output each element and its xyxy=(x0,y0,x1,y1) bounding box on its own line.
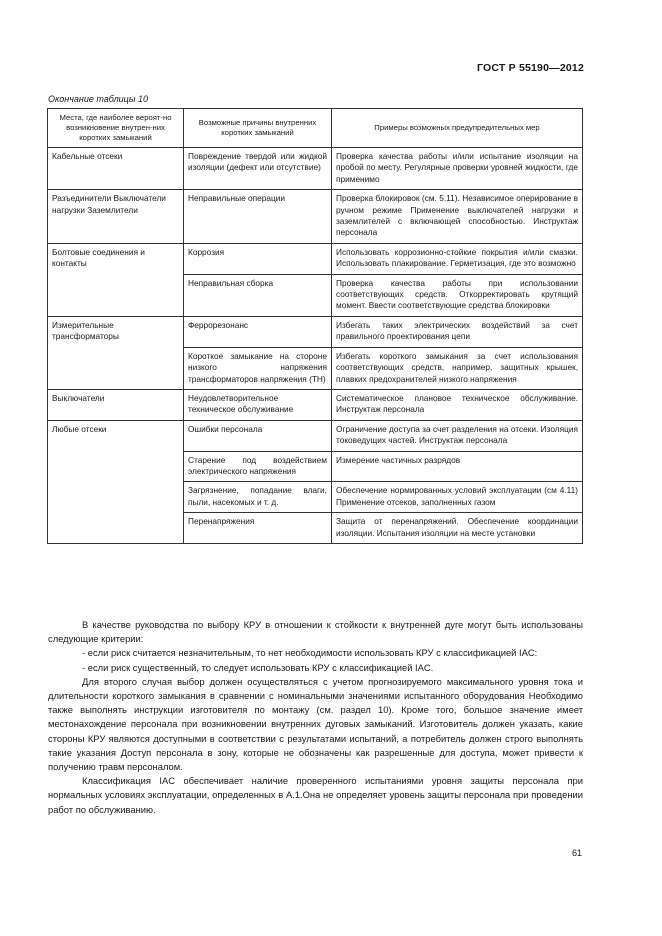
measures-table xyxy=(47,108,583,544)
cause-cell: Неправильные операции xyxy=(184,190,332,244)
table-row xyxy=(48,316,583,347)
cause-cell: Короткое замыкание на стороне низкого напряжения трансформаторов напряжения (ТН) xyxy=(184,347,332,389)
document-header: ГОСТ Р 55190—2012 xyxy=(476,62,584,74)
cause-cell: Феррорезонанс xyxy=(184,316,332,347)
cause-cell: Перенапряжения xyxy=(184,513,332,544)
table-row xyxy=(48,389,583,420)
measure-cell: Проверка блокировок (см. 5.11). Независимое оперирование в ручном режиме Применение выключателей нагрузки и заземлителей с включающей способностью. Инструктаж персонала xyxy=(332,190,583,244)
column-header-cause: Возможные причины внутренних коротких замыканий xyxy=(184,109,332,148)
paragraph: - если риск считается незначительным, то нет необходимости использовать КРУ с классификацией IAC: xyxy=(82,647,538,659)
place-cell: Болтовые соединения и контакты xyxy=(48,243,184,316)
measure-cell: Избегать таких электрических воздействий за счет правильного проектирования цепи xyxy=(332,316,583,347)
measure-cell: Проверка качества работы при использовании соответствующих средств. Откорректировать крутящий момент. Ввести соответствующие средства блокировки xyxy=(332,274,583,316)
measure-cell: Измерение частичных разрядов xyxy=(332,451,583,482)
place-cell: Выключатели xyxy=(48,389,184,420)
place-cell: Разъединители Выключатели нагрузки Заземлители xyxy=(48,190,184,244)
cause-cell: Повреждение твердой или жидкой изоляции (дефект или отсутствие) xyxy=(184,148,332,190)
measure-cell: Систематическое плановое техническое обслуживание. Инструктаж персонала xyxy=(332,389,583,420)
cause-cell: Ошибки персонала xyxy=(184,420,332,451)
table-row xyxy=(48,190,583,244)
measure-cell: Защита от перенапряжений. Обеспечение координации изоляции. Испытания изоляции на месте установки xyxy=(332,513,583,544)
paragraph: - если риск существенный, то следует использовать КРУ с классификацией IAC. xyxy=(82,661,434,673)
measure-cell: Использовать коррозионно-стойкие покрытия и/или смазки. Использовать плакирование. Герметизация, где это возможно xyxy=(332,243,583,274)
table-row xyxy=(48,243,583,274)
table-caption: Окончание таблицы 10 xyxy=(48,94,148,104)
cause-cell: Неправильная сборка xyxy=(184,274,332,316)
measure-cell: Обеспечение нормированных условий эксплуатации (см 4.11) Применение отсеков, заполненных газом xyxy=(332,482,583,513)
paragraph: Для второго случая выбор должен осуществляться с учетом прогнозируемого максимального уровня тока и длительности короткого замыкания в сравнении с номинальными значениями испытанного оборудования Необходимо также выполнять инструкции изготовителя по монтажу (см. раздел 10). Кроме того, большое значение имеет местонахождение персонала при возникновении внутренних дуговых замыканий. Изготовитель должен указать, какие стороны КРУ являются доступными в соответствии с результатами испытаний, а потребитель должен строго выполнять такие указания Доступ персонала в зону, которые не обозначены как разрешенные для доступа, может привести к получению травм персоналом. xyxy=(48,675,583,773)
cause-cell: Старение под воздействием электрического напряжения xyxy=(184,451,332,482)
table-row xyxy=(48,148,583,190)
measure-cell: Проверка качества работы и/или испытание изоляции на пробой по месту. Регулярные проверки уровней жидкости, где применимо xyxy=(332,148,583,190)
cause-cell: Коррозия xyxy=(184,243,332,274)
measure-cell: Избегать короткого замыкания за счет использования соответствующих средств, например, защитных крышек, плавких предохранителей низкого напряжения xyxy=(332,347,583,389)
cause-cell: Неудовлетворительное техническое обслуживание xyxy=(184,389,332,420)
measure-cell: Ограничение доступа за счет разделения на отсеки. Изоляция токоведущих частей. Инструктаж персонала xyxy=(332,420,583,451)
column-header-place: Места, где наиболее вероят-но возникновение внутрен-них коротких замыканий xyxy=(48,109,184,148)
column-header-measures: Примеры возможных предупредительных мер xyxy=(332,109,583,148)
place-cell: Измерительные трансформаторы xyxy=(48,316,184,389)
paragraph: В качестве руководства по выбору КРУ в отношении к стойкости к внутренней дуге могут быть использованы следующие критерии: xyxy=(48,619,583,645)
place-cell: Кабельные отсеки xyxy=(48,148,184,190)
table-header-row xyxy=(48,109,583,148)
paragraph: Классификация IAC обеспечивает наличие проверенного испытаниями уровня защиты персонала при нормальных условиях эксплуатации, определенных в А.1.Она не определяет уровень защиты персонала при проведении работ по обслуживанию. xyxy=(48,775,583,815)
page-number: 61 xyxy=(571,848,582,858)
place-cell: Любые отсеки xyxy=(48,420,184,543)
table-row xyxy=(48,420,583,451)
cause-cell: Загрязнение, попадание влаги, пыли, насекомых и т. д. xyxy=(184,482,332,513)
body-text xyxy=(48,618,583,817)
